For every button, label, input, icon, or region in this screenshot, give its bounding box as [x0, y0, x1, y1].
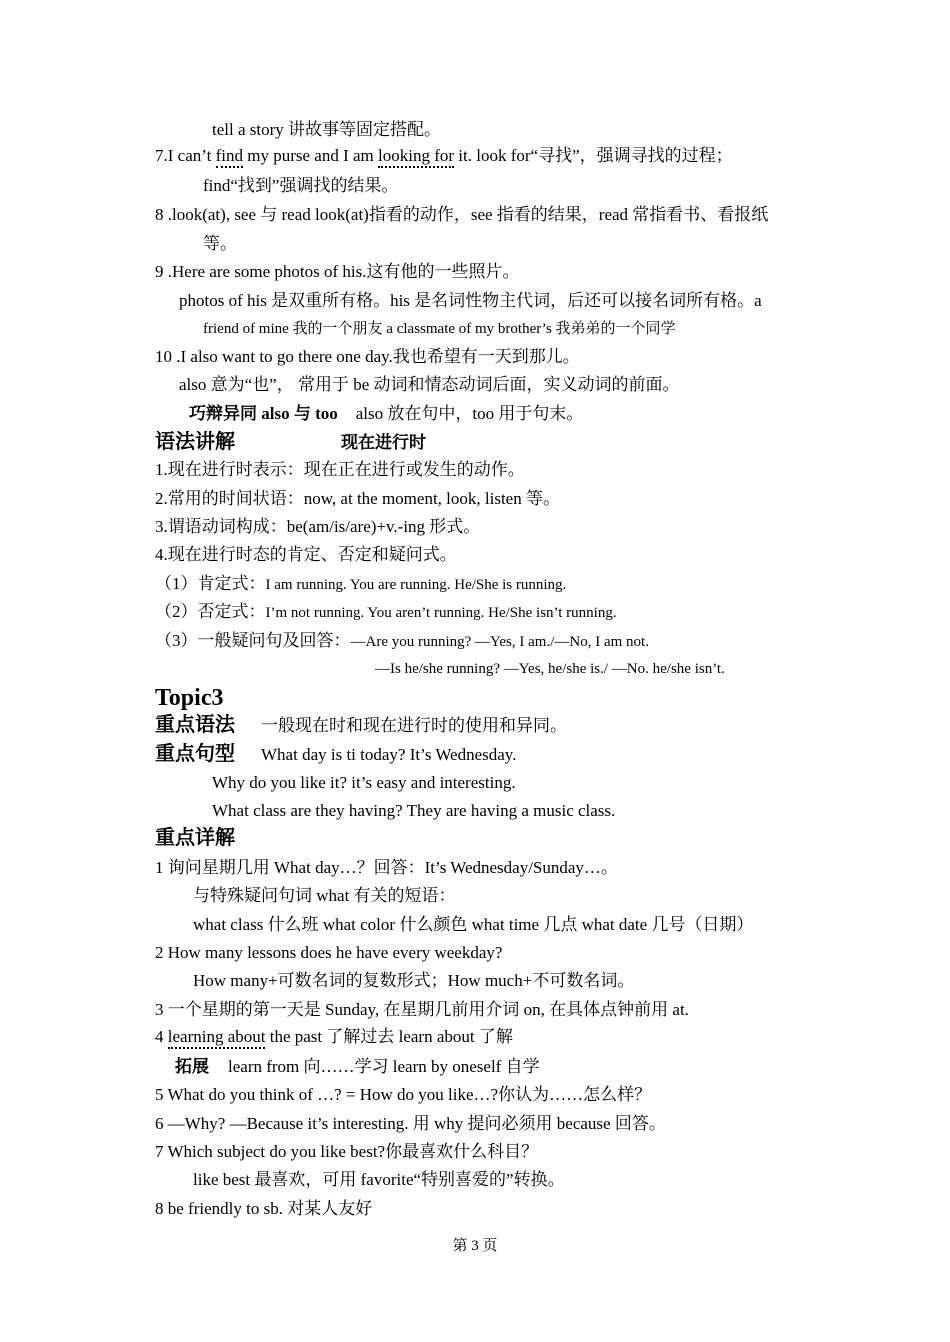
- text-line: like best 最喜欢，可用 favorite“特别喜爱的”转换。: [193, 1170, 565, 1189]
- text-line: tell a story 讲故事等固定搭配。: [212, 120, 442, 139]
- text-line: —Is he/she running? —Yes, he/she is./ —No. he/she isn’t.: [375, 661, 725, 677]
- text-line: Why do you like it? it’s easy and interesting.: [212, 773, 516, 792]
- text-line: What class are they having? They are having a music class.: [212, 801, 616, 820]
- example-sentences: I’m not running. You aren’t running. He/She isn’t running.: [265, 605, 617, 621]
- text-line: 8 .look(at), see 与 read look(at)指看的动作，see 指看的结果，read 常指看书、看报纸: [155, 205, 769, 224]
- text-span: What day is ti today? It’s Wednesday.: [261, 745, 517, 764]
- text-span: （2）否定式：: [155, 602, 266, 621]
- text-line: 9 .Here are some photos of his.这有他的一些照片。: [155, 262, 520, 281]
- text-span: it. look for“寻找”，强调寻找的过程；: [454, 146, 733, 165]
- text-span: the past 了解过去 learn about 了解: [265, 1027, 513, 1046]
- text-span: （1）肯定式：: [155, 574, 266, 593]
- subheading: 拓展: [175, 1057, 209, 1076]
- text-line: [155, 1026, 513, 1048]
- emphasized-phrase: looking for: [378, 146, 454, 168]
- text-line: [175, 1056, 540, 1078]
- text-line: How many+可数名词的复数形式；How much+不可数名词。: [193, 971, 635, 990]
- text-line: 5 What do you think of …? = How do you like…?你认为……怎么样？: [155, 1085, 652, 1104]
- text-line: also 意为“也”， 常用于 be 动词和情态动词后面，实义动词的前面。: [179, 375, 680, 394]
- text-span: my purse and I am: [242, 146, 379, 165]
- text-line: [155, 630, 649, 653]
- text-line: 等。: [203, 234, 237, 253]
- text-line: [155, 573, 566, 596]
- section-heading: 重点详解: [155, 827, 235, 849]
- text-line: [155, 601, 617, 624]
- text-span: learn from 向……学习 learn by oneself 自学: [228, 1057, 540, 1076]
- text-line: [155, 743, 516, 766]
- section-heading: 语法讲解: [155, 431, 235, 453]
- section-heading: 重点句型: [155, 743, 235, 765]
- example-sentences: I am running. You are running. He/She is running.: [265, 577, 567, 593]
- text-line: 4.现在进行时态的肯定、否定和疑问式。: [155, 545, 457, 564]
- text-line: 8 be friendly to sb. 对某人友好: [155, 1199, 373, 1218]
- text-span: 4: [155, 1027, 168, 1046]
- text-line: find“找到”强调找的结果。: [203, 176, 399, 195]
- subheading: 巧辩异同 also 与 too: [189, 404, 338, 423]
- text-line: 3.谓语动词构成：be(am/is/are)+v.-ing 形式。: [155, 517, 481, 536]
- section-heading-line: [155, 431, 235, 454]
- text-line: photos of his 是双重所有格。his 是名词性物主代词，后还可以接名词所有格。a: [179, 291, 762, 310]
- text-line: what class 什么班 what color 什么颜色 what time 几点 what date 几号（日期）: [193, 915, 754, 934]
- text-span: （3）一般疑问句及回答：: [155, 631, 351, 650]
- section-heading: 重点语法: [155, 714, 235, 736]
- text-line: [155, 145, 733, 167]
- text-line: 3 一个星期的第一天是 Sunday, 在星期几前用介词 on, 在具体点钟前用 at.: [155, 1000, 689, 1019]
- example-sentences: —Are you running? —Yes, I am./—No, I am not.: [350, 634, 649, 650]
- text-span: 一般现在时和现在进行时的使用和异同。: [261, 716, 567, 735]
- text-line: 2.常用的时间状语：now, at the moment, look, listen 等。: [155, 489, 560, 508]
- text-line: 10 .I also want to go there one day.我也希望有一天到那儿。: [155, 347, 580, 366]
- text-span: also 放在句中，too 用于句末。: [355, 404, 584, 423]
- topic-heading: Topic3: [155, 685, 224, 711]
- text-line: 6 —Why? —Because it’s interesting. 用 why 提问必须用 because 回答。: [155, 1114, 666, 1133]
- section-subtitle: 现在进行时: [341, 433, 426, 452]
- text-line: 2 How many lessons does he have every weekday?: [155, 943, 503, 962]
- emphasized-phrase: learning about: [168, 1027, 266, 1049]
- text-line: [155, 714, 567, 737]
- text-line: [189, 403, 583, 425]
- page-number: 第 3 页: [452, 1238, 498, 1254]
- section-heading-line: [155, 827, 235, 850]
- emphasized-word: find: [216, 146, 243, 168]
- text-span: 7.I can’t: [155, 146, 216, 165]
- text-line: friend of mine 我的一个朋友 a classmate of my brother’s 我弟弟的一个同学: [203, 321, 676, 337]
- text-line: 与特殊疑问句词 what 有关的短语：: [193, 886, 456, 905]
- text-line: 1.现在进行时表示：现在正在进行或发生的动作。: [155, 460, 525, 479]
- text-line: 1 询问星期几用 What day…？回答：It’s Wednesday/Sunday…。: [155, 858, 618, 877]
- text-line: 7 Which subject do you like best?你最喜欢什么科目？: [155, 1142, 539, 1161]
